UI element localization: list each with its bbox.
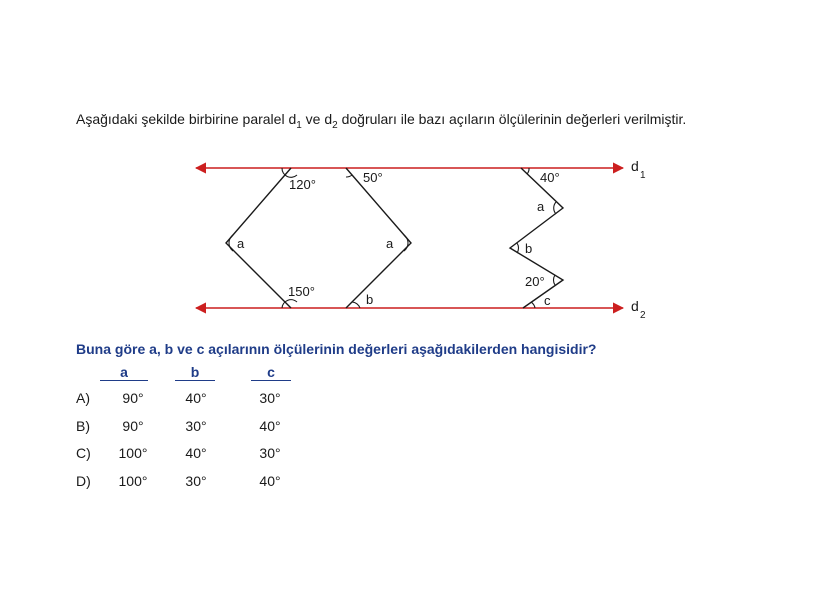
option-d[interactable] — [76, 473, 336, 491]
d1-label-sub: 1 — [640, 170, 646, 181]
option-c-value: 40° — [259, 418, 281, 434]
option-b-value: 30° — [185, 473, 207, 489]
middle-shape — [346, 168, 411, 308]
option-a-value: 90° — [122, 418, 144, 434]
angle-20-label: 20° — [525, 274, 545, 289]
intro-text-1: Aşağıdaki şekilde birbirine paralel d — [76, 111, 297, 127]
intro-text-2: ve d — [301, 111, 333, 127]
column-header-c: c — [251, 365, 291, 381]
left-shape — [226, 168, 291, 308]
column-header-b: b — [175, 365, 215, 381]
arc-right-a — [554, 202, 556, 214]
angle-right-a-label: a — [537, 199, 545, 214]
d2-label: d — [631, 298, 639, 314]
intro-d1-subscript: 1 — [296, 119, 302, 131]
arc-20 — [553, 275, 555, 285]
angle-50-label: 50° — [363, 170, 383, 185]
angle-left-a-label: a — [237, 236, 245, 251]
d1-label: d — [631, 158, 639, 174]
option-a-value: 100° — [118, 473, 148, 489]
arc-right-b — [517, 243, 519, 253]
intro-text-3: doğruları ile bazı açıların ölçülerinin değerleri verilmiştir. — [337, 111, 687, 127]
option-b-value: 40° — [185, 445, 207, 461]
option-c-value: 30° — [259, 445, 281, 461]
option-letter: D) — [76, 473, 91, 489]
option-b-value: 40° — [185, 390, 207, 406]
option-a-value: 100° — [118, 445, 148, 461]
angle-mid-a-label: a — [386, 236, 394, 251]
arc-40 — [527, 168, 529, 174]
angle-right-b-label: b — [525, 241, 533, 256]
angle-bottom-b-label: b — [366, 292, 374, 307]
question-text: Buna göre a, b ve c açılarının ölçülerinin değerleri aşağıdakilerden hangisidir? — [76, 341, 597, 357]
option-c-value: 30° — [259, 390, 281, 406]
option-c-value: 40° — [259, 473, 281, 489]
option-letter: A) — [76, 390, 90, 406]
option-c[interactable] — [76, 445, 336, 463]
intro-d2-subscript: 2 — [332, 119, 338, 131]
option-b-value: 30° — [185, 418, 207, 434]
arc-bottom-b — [352, 302, 360, 308]
arc-50 — [346, 175, 352, 177]
option-b[interactable] — [76, 418, 336, 436]
angle-120-label: 120° — [289, 177, 316, 192]
option-a[interactable] — [76, 390, 336, 408]
option-letter: B) — [76, 418, 90, 434]
column-header-a: a — [100, 365, 148, 381]
option-letter: C) — [76, 445, 91, 461]
arc-right-c — [531, 302, 535, 308]
angle-150-label: 150° — [288, 284, 315, 299]
angle-right-c-label: c — [544, 293, 551, 308]
angle-40-label: 40° — [540, 170, 560, 185]
d2-label-sub: 2 — [640, 310, 646, 321]
option-a-value: 90° — [122, 390, 144, 406]
